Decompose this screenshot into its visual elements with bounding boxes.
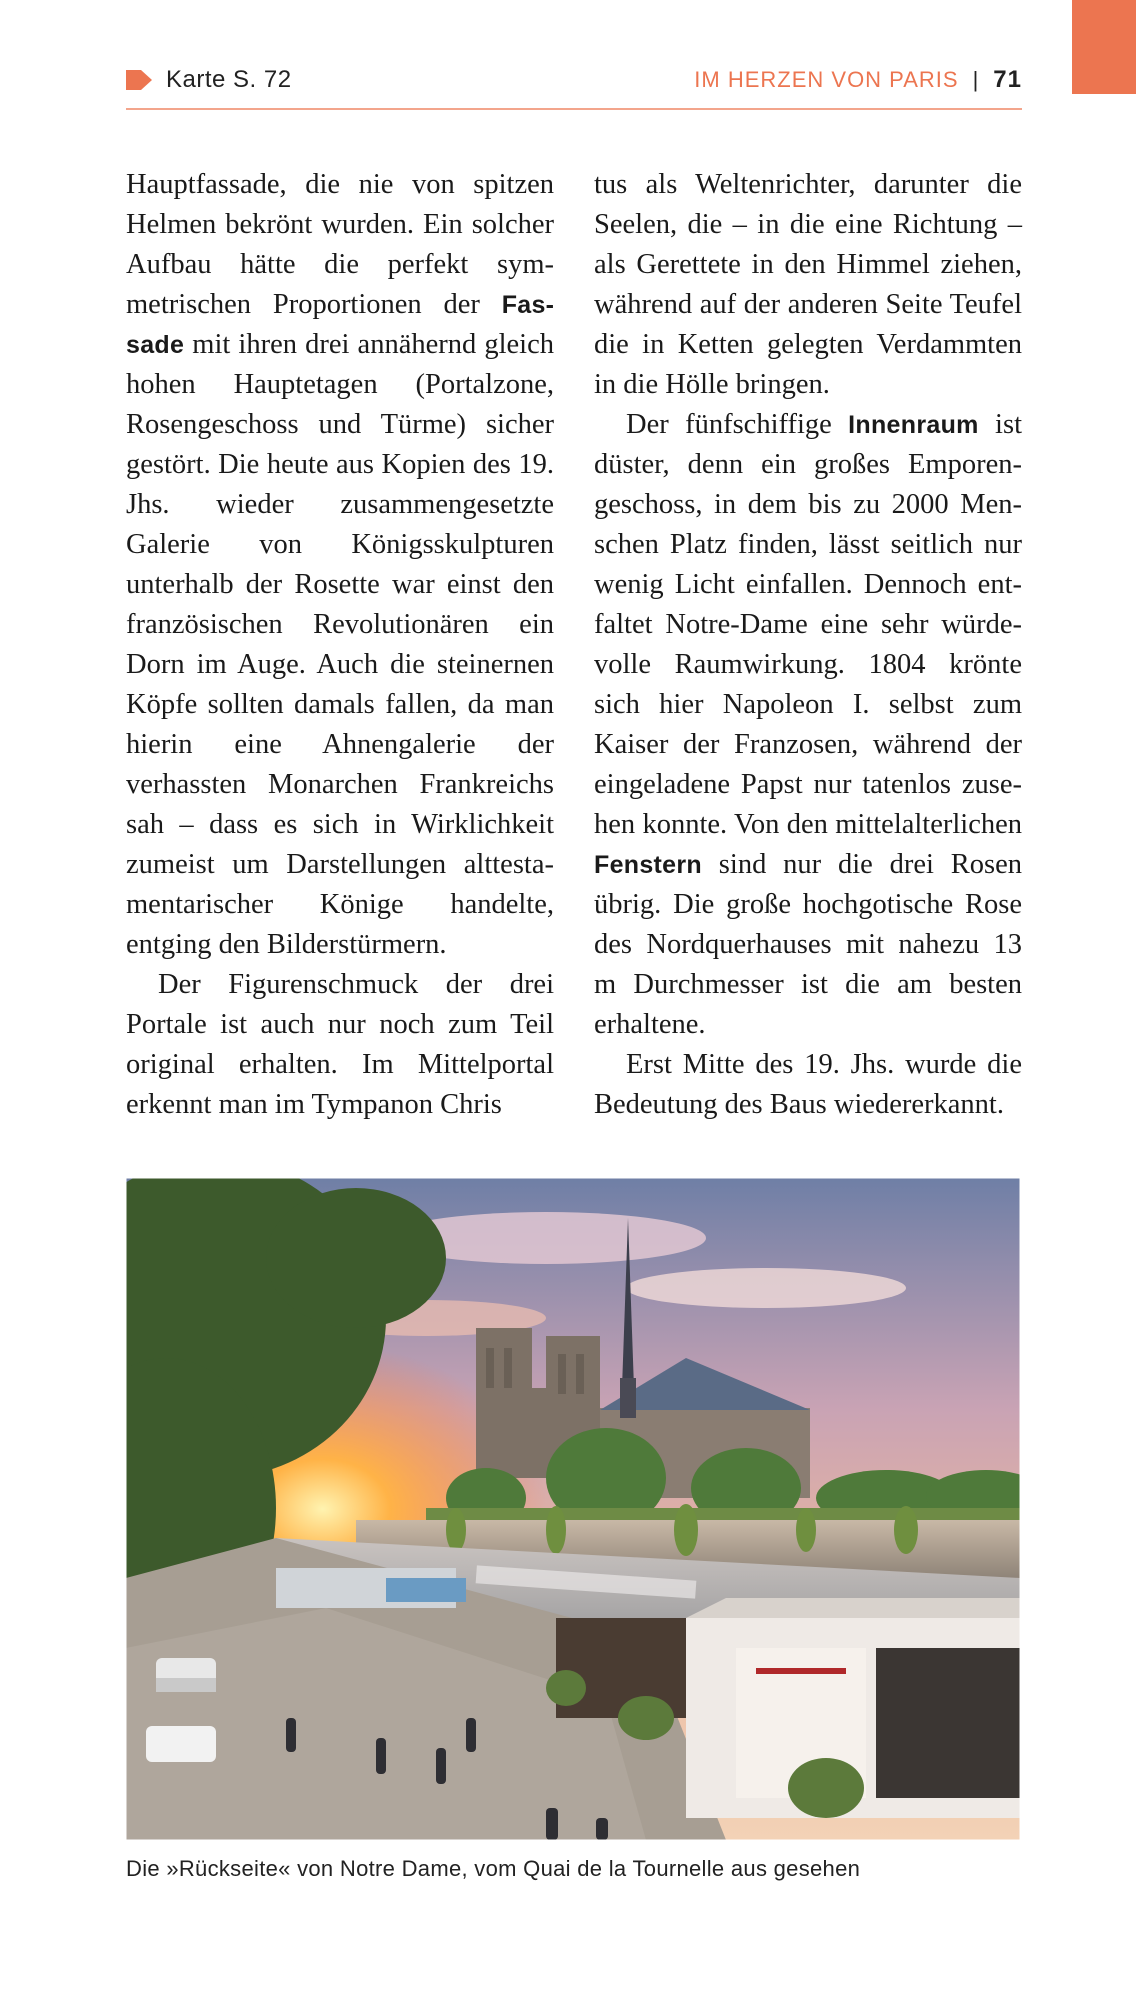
paragraph: tus als Weltenrichter, darunter die Seelen, die – in die eine Richtung – als Gerettete in den Himmel ziehen, während auf der anderen Seite Teufel die in Ketten gelegten Verdammten in die Hölle bringen. <box>594 169 1022 400</box>
body-text <box>126 165 1022 1125</box>
keyword-fenstern: Fenstern <box>594 851 702 879</box>
header-separator: | <box>972 67 980 92</box>
page-number: 71 <box>993 66 1022 93</box>
header-divider <box>126 108 1022 110</box>
keyword-innenraum: Innenraum <box>848 411 979 439</box>
running-title <box>694 66 1022 94</box>
left-column <box>126 165 554 1125</box>
section-title: IM HERZEN VON PARIS <box>694 67 959 92</box>
notre-dame-photo <box>126 1178 1020 1840</box>
page-header <box>126 66 1022 106</box>
paragraph: Der Figurenschmuck der drei Portale ist auch nur noch zum Teil original erhalten. Im Mittelportal erkennt man im Tympanon Chris <box>126 969 554 1120</box>
right-column <box>594 165 1022 1125</box>
paragraph: Hauptfassade, die nie von spitzen Helmen bekrönt wurden. Ein solcher Aufbau hätte die perfekt symmetrischen Proportionen der Fassade mit ihren drei annähernd gleich hohen Hauptetagen (Portalzone, Rosengeschoss und Türme) sicher gestört. Die heute aus Kopien des 19. Jhs. wieder zusammengesetzte Galerie von Königsskulpturen unterhalb der Rosette war einst den französischen Revolutionären ein Dorn im Auge. Auch die steinernen Köpfe sollten damals fallen, da man hierin eine Ahnengalerie der verhassten Monarchen Frankreichs sah – dass es sich in Wirklichkeit zumeist um Darstellungen alttestamentarischer Könige handelte, entging den Bilderstürmern. <box>126 169 554 960</box>
paragraph: Der fünfschiffige Innenraum ist düster, denn ein großes Emporengeschoss, in dem bis zu 2000 Menschen Platz finden, lässt seitlich nur wenig Licht einfallen. Dennoch entfaltet Notre-Dame eine sehr würdevolle Raumwirkung. 1804 krönte sich hier Napoleon I. selbst zum Kaiser der Franzosen, während der eingeladene Papst nur tatenlos zusehen konnte. Von den mittelalterlichen Fenstern sind nur die drei Rosen übrig. Die große hochgotische Rose des Nordquerhauses mit nahezu 13 m Durchmesser ist die am besten erhaltene. <box>594 409 1022 1040</box>
page-corner-tab <box>1072 0 1136 94</box>
paragraph: Erst Mitte des 19. Jhs. wurde die Bedeutung des Baus wiedererkannt. <box>594 1049 1022 1120</box>
notre-dame-illustration <box>126 1178 1020 1840</box>
photo-caption: Die »Rückseite« von Notre Dame, vom Quai de la Tournelle aus gesehen <box>126 1856 861 1881</box>
map-arrow-icon <box>126 70 152 90</box>
map-reference[interactable] <box>126 66 292 94</box>
map-reference-label: Karte S. 72 <box>166 66 292 93</box>
keyword-fassade: Fassade <box>126 291 554 359</box>
